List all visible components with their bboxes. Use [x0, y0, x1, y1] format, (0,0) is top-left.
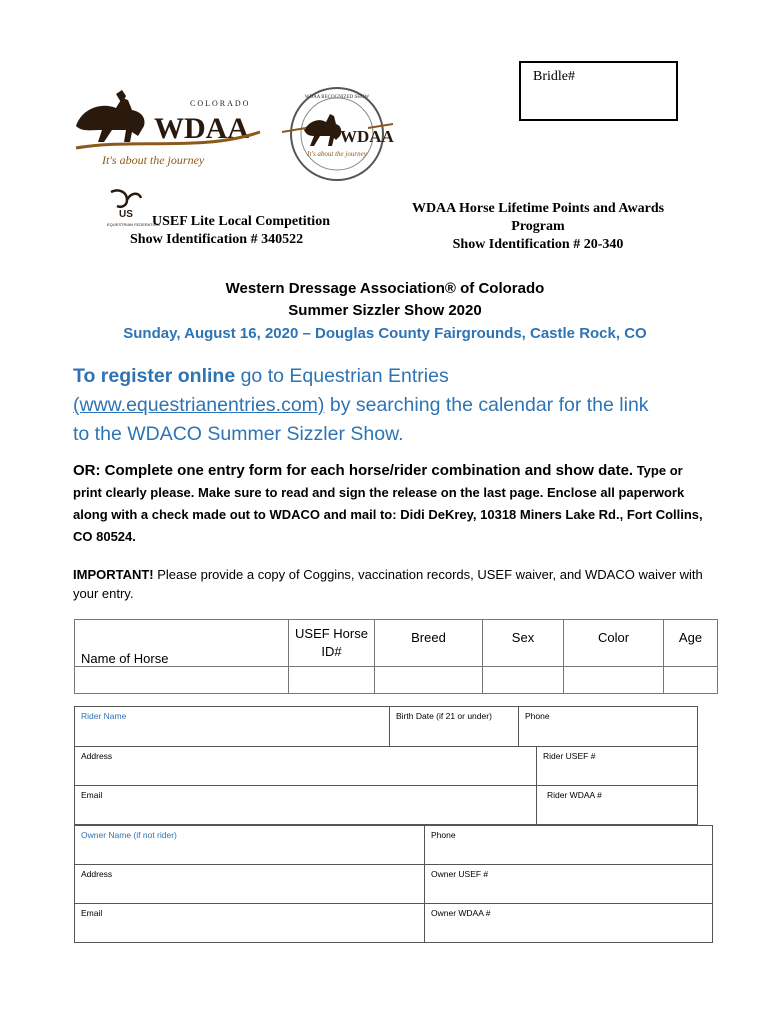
owner-wdaa-field[interactable] [424, 903, 713, 943]
seal-ring-text: WDAA RECOGNIZED SHOW [304, 95, 370, 100]
logo-tagline-text: It's about the journey [102, 153, 205, 167]
wdaa-line1: WDAA Horse Lifetime Points and Awards [411, 201, 665, 216]
owner-address-label: Address [81, 869, 113, 879]
rider-usef-field[interactable] [536, 746, 698, 786]
horse-info-table [74, 619, 718, 694]
seal-wdaa-text: WDAA [340, 127, 394, 146]
rider-wdaa-field[interactable] [536, 785, 698, 825]
owner-usef-field[interactable] [424, 864, 713, 904]
owner-email-field[interactable] [74, 903, 425, 943]
col-age: Age [664, 620, 718, 667]
or-lead: OR: Complete one entry form for each horse/rider combination and show date. [73, 462, 634, 479]
wdaa-recognized-show-seal [280, 84, 395, 184]
usef-competition-info [130, 213, 330, 249]
rider-wdaa-label: Rider WDAA # [547, 790, 602, 800]
horse-table-header-row [75, 620, 718, 667]
register-online-paragraph [73, 362, 713, 449]
col-name-of-horse: Name of Horse [75, 620, 289, 667]
usef-logo-text: US [119, 209, 133, 220]
logo-wdaa-text: WDAA [154, 112, 249, 145]
col-color: Color [564, 620, 664, 667]
rider-address-label: Address [81, 751, 113, 761]
col-sex: Sex [483, 620, 564, 667]
logo-colorado-text: COLORADO [190, 99, 251, 108]
horse-age-cell[interactable] [664, 667, 718, 694]
horse-color-cell[interactable] [564, 667, 664, 694]
horse-name-cell[interactable] [75, 667, 289, 694]
register-text2: by searching the calendar for the link [324, 394, 649, 416]
usef-logo-sub: EQUESTRIAN FEDERATION [107, 222, 160, 227]
register-text3: to the WDACO Summer Sizzler Show. [73, 423, 404, 445]
owner-name-field[interactable] [74, 825, 425, 865]
important-label: IMPORTANT! [73, 567, 154, 582]
register-text1: go to Equestrian Entries [235, 365, 449, 387]
rider-email-field[interactable] [74, 785, 537, 825]
rider-name-label: Rider Name [81, 711, 127, 721]
usef-line1: USEF Lite Local Competition [152, 214, 330, 229]
col-usef-horse-id: USEF Horse ID# [289, 620, 375, 667]
birth-date-field[interactable] [389, 706, 519, 747]
register-online-bold: To register online [73, 365, 236, 387]
owner-wdaa-label: Owner WDAA # [431, 908, 491, 918]
bridle-number-field[interactable] [519, 61, 678, 121]
seal-tagline-text: It's about the journey [307, 150, 367, 158]
wdaa-line3: Show Identification # 20-340 [452, 237, 624, 252]
owner-email-label: Email [81, 908, 103, 918]
owner-usef-label: Owner USEF # [431, 869, 489, 879]
rider-phone-field[interactable] [518, 706, 698, 747]
owner-name-label: Owner Name (if not rider) [81, 830, 177, 840]
show-date-location: Sunday, August 16, 2020 – Douglas County Fairgrounds, Castle Rock, CO [123, 325, 647, 342]
or-instructions [73, 460, 713, 548]
birth-date-label: Birth Date (if 21 or under) [396, 711, 492, 721]
owner-address-field[interactable] [74, 864, 425, 904]
rider-name-field[interactable] [74, 706, 390, 747]
important-note [73, 565, 713, 603]
rider-email-label: Email [81, 790, 103, 800]
owner-phone-field[interactable] [424, 825, 713, 865]
association-title: Western Dressage Association® of Colorado [225, 280, 545, 297]
rider-address-field[interactable] [74, 746, 537, 786]
horse-sex-cell[interactable] [483, 667, 564, 694]
owner-phone-label: Phone [431, 830, 456, 840]
col-breed: Breed [375, 620, 483, 667]
horse-usef-cell[interactable] [289, 667, 375, 694]
rider-phone-label: Phone [525, 711, 550, 721]
wdaa-program-info [393, 200, 683, 254]
important-text: Please provide a copy of Coggins, vaccination records, USEF waiver, and WDACO waiver with your entry. [73, 567, 703, 601]
wdaa-line2: Program [511, 219, 565, 234]
usef-line2: Show Identification # 340522 [130, 232, 304, 247]
horse-breed-cell[interactable] [375, 667, 483, 694]
show-title: Summer Sizzler Show 2020 [288, 302, 482, 319]
rider-usef-label: Rider USEF # [543, 751, 596, 761]
equestrian-entries-link[interactable]: (www.equestrianentries.com) [73, 394, 325, 416]
colorado-wdaa-logo [72, 86, 262, 170]
or-rest: Type or print clearly please. Make sure to read and sign the release on the last page. Enclose all paperwork along with a check made out to WDACO and mail to: Didi DeKrey, 10318 Miners Lake Rd., Fort Collins, CO 80524. [73, 463, 703, 544]
bridle-label: Bridle# [533, 69, 575, 84]
horse-table-input-row[interactable] [75, 667, 718, 694]
